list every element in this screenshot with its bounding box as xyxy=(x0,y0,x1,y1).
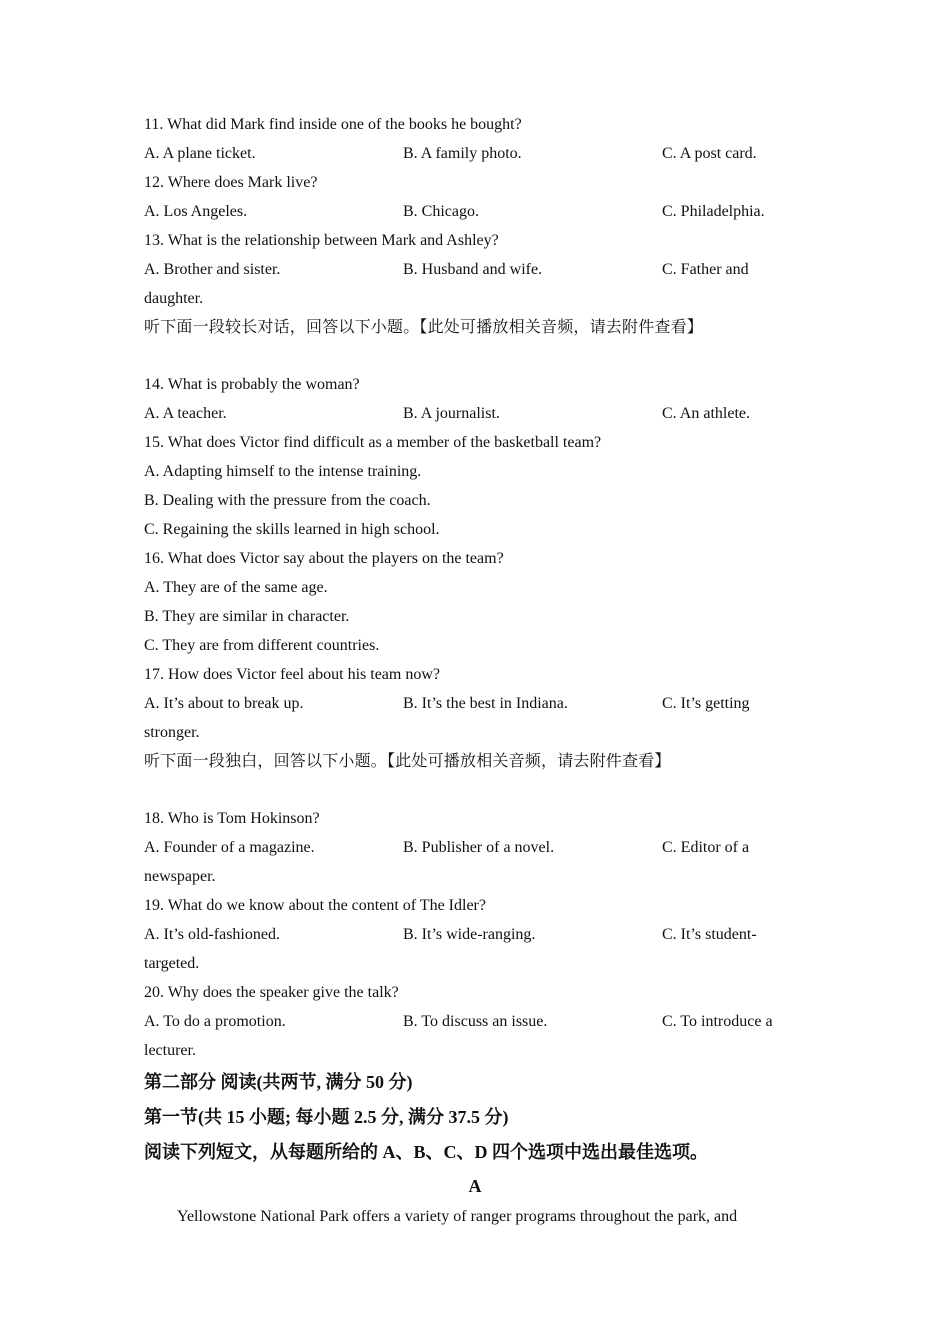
question-16: 16. What does Victor say about the players on the team? xyxy=(144,550,504,567)
option-11-b: B. A family photo. xyxy=(403,145,522,162)
option-18-b: B. Publisher of a novel. xyxy=(403,839,555,856)
question-19: 19. What do we know about the content of The Idler? xyxy=(144,897,486,914)
option-19-c-continued: targeted. xyxy=(144,955,200,972)
question-18: 18. Who is Tom Hokinson? xyxy=(144,810,320,827)
passage-label: A xyxy=(468,1176,482,1196)
option-16-a: A. They are of the same age. xyxy=(144,579,328,596)
spacer xyxy=(144,776,794,804)
option-13-c-continued: daughter. xyxy=(144,290,204,307)
option-16-b: B. They are similar in character. xyxy=(144,608,350,625)
option-14-a: A. A teacher. xyxy=(144,405,227,422)
option-18-c: C. Editor of a xyxy=(662,839,750,856)
option-15-b: B. Dealing with the pressure from the coach. xyxy=(144,492,431,509)
options-11 xyxy=(144,139,794,168)
option-12-c: C. Philadelphia. xyxy=(662,203,765,220)
option-20-a: A. To do a promotion. xyxy=(144,1013,286,1030)
option-20-c: C. To introduce a xyxy=(662,1013,773,1030)
option-19-c: C. It’s student- xyxy=(662,926,757,943)
option-11-a: A. A plane ticket. xyxy=(144,145,256,162)
part2-heading: 第二部分 阅读(共两节, 满分 50 分) xyxy=(144,1072,413,1092)
option-13-b: B. Husband and wife. xyxy=(403,261,543,278)
option-17-c: C. It’s getting xyxy=(662,695,750,712)
option-13-c: C. Father and xyxy=(662,261,749,278)
option-19-a: A. It’s old-fashioned. xyxy=(144,926,280,943)
option-14-b: B. A journalist. xyxy=(403,405,500,422)
option-12-b: B. Chicago. xyxy=(403,203,479,220)
option-17-a: A. It’s about to break up. xyxy=(144,695,304,712)
option-20-b: B. To discuss an issue. xyxy=(403,1013,548,1030)
options-17 xyxy=(144,689,794,718)
option-15-a: A. Adapting himself to the intense training. xyxy=(144,463,422,480)
exam-page xyxy=(144,110,794,1231)
option-14-c: C. An athlete. xyxy=(662,405,750,422)
option-20-c-continued: lecturer. xyxy=(144,1042,196,1059)
option-18-a: A. Founder of a magazine. xyxy=(144,839,315,856)
spacer xyxy=(144,342,794,370)
passage-first-line: Yellowstone National Park offers a variety of ranger programs throughout the park, and xyxy=(177,1208,738,1225)
options-20 xyxy=(144,1007,794,1036)
options-14 xyxy=(144,399,794,428)
question-17: 17. How does Victor feel about his team now? xyxy=(144,666,441,683)
option-18-c-continued: newspaper. xyxy=(144,868,216,885)
option-17-c-continued: stronger. xyxy=(144,724,200,741)
option-16-c: C. They are from different countries. xyxy=(144,637,380,654)
option-15-c: C. Regaining the skills learned in high school. xyxy=(144,521,440,538)
question-15: 15. What does Victor find difficult as a member of the basketball team? xyxy=(144,434,602,451)
section1-heading: 第一节(共 15 小题; 每小题 2.5 分, 满分 37.5 分) xyxy=(144,1107,509,1127)
option-12-a: A. Los Angeles. xyxy=(144,203,248,220)
option-11-c: C. A post card. xyxy=(662,145,757,162)
options-13 xyxy=(144,255,794,284)
question-20: 20. Why does the speaker give the talk? xyxy=(144,984,399,1001)
listening-instruction-monologue: 听下面一段独白，回答以下小题。【此处可播放相关音频，请去附件查看】 xyxy=(144,753,671,770)
question-12: 12. Where does Mark live? xyxy=(144,174,318,191)
options-19 xyxy=(144,920,794,949)
question-11: 11. What did Mark find inside one of the books he bought? xyxy=(144,116,522,133)
listening-instruction-dialogue: 听下面一段较长对话，回答以下小题。【此处可播放相关音频，请去附件查看】 xyxy=(144,319,704,336)
options-18 xyxy=(144,833,794,862)
option-17-b: B. It’s the best in Indiana. xyxy=(403,695,568,712)
question-14: 14. What is probably the woman? xyxy=(144,376,360,393)
option-13-a: A. Brother and sister. xyxy=(144,261,281,278)
options-12 xyxy=(144,197,794,226)
question-13: 13. What is the relationship between Mark and Ashley? xyxy=(144,232,499,249)
reading-instruction: 阅读下列短文，从每题所给的 A、B、C、D 四个选项中选出最佳选项。 xyxy=(144,1142,708,1162)
option-19-b: B. It’s wide-ranging. xyxy=(403,926,536,943)
